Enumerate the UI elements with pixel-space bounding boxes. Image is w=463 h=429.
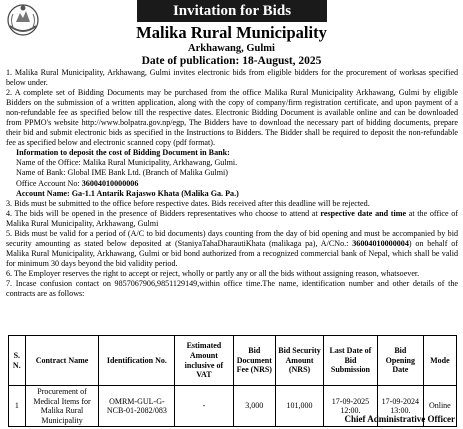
clause-2: 2. A complete set of Bidding Documents may be purchased from the office Malika Rural Municipality Arkhawang, Gulmi by eligible Bidders on the submission of a written application, along with the copy of company/firm registration certificate, and upon payment of a non-refundable fee as specified below till the respective dates. Electronic Bidding Document is available online and can be downloaded from PPMO's website http://www.bolpatra.gov.np/egp, The Bidders have to download the necessary part of bidding documents, prepare their bid and submit electronic bids as specified in the Instructions to Bidders. The Bidder shall be required to deposit the non-refundable fee as specified below and electronic scanned copy (pdf format). bbox=[6, 88, 458, 148]
municipality-title: Malika Rural Municipality bbox=[136, 23, 327, 42]
invitation-banner: Invitation for Bids bbox=[137, 0, 327, 22]
cell-estimated-amount: - bbox=[175, 386, 233, 427]
cell-identification-no: OMRM-GUL-G-NCB-01-2082/083 bbox=[99, 386, 175, 427]
clause-4-emphasis: respective date and time bbox=[320, 208, 407, 218]
clause-1: 1. Malika Rural Municipality, Arkhawang, Gulmi invites electronic bids from eligible bidders for the procurement of worksas specified below under. bbox=[6, 68, 458, 88]
clause-3: 3. Bids must be submitted to the office before respective dates. Bids received after this deadline will be rejected. bbox=[6, 198, 370, 208]
clause-5 bbox=[6, 229, 458, 269]
notice-body bbox=[6, 68, 458, 299]
cell-bid-security: 101,000 bbox=[276, 386, 324, 427]
bank-name: Name of Bank: Global IME Bank Ltd. (Branch of Malika Gulmi) bbox=[16, 168, 228, 178]
publication-date: Date of publication: 18-August, 2025 bbox=[141, 55, 322, 67]
clause-5-text-b: ) on behalf of Malika Rural Municipality, Arkhawang, Gulmi or bid bond authorized from a recognized commercial bank of Nepal, which shall be valid for minimum 30 days beyond the bid validity period. bbox=[6, 238, 458, 268]
office-account bbox=[6, 179, 458, 189]
clause-4 bbox=[6, 209, 458, 229]
signatory: Chief Administrative Officer bbox=[344, 414, 455, 424]
account-name: Account Name: Ga-1.1 Antarik Rajaswo Khata (Malika Ga. Pa.) bbox=[16, 188, 239, 198]
cell-contract-name: Procurement of Medical Items for Malika Rural Municipality bbox=[25, 386, 99, 427]
header-identification-no: Identification No. bbox=[99, 336, 175, 386]
clause-4-text-b: at the office of Malika Rural Municipality, Arkhawang, Gulmi bbox=[6, 208, 459, 228]
municipality-location: Arkhawang, Gulmi bbox=[188, 43, 275, 54]
office-account-label: Office Account No: bbox=[16, 178, 82, 188]
clause-5-account-number: 36004010000004 bbox=[352, 238, 409, 248]
table-header-row bbox=[9, 336, 457, 386]
header-last-date: Last Date of Bid Submission bbox=[323, 336, 377, 386]
cell-opening-date: 17-09-2024 13:00. bbox=[377, 386, 423, 427]
cell-sn: 1 bbox=[9, 386, 26, 427]
bank-office-name: Name of the Office: Malika Rural Municipality, Arkhawang, Gulmi. bbox=[16, 158, 238, 168]
cell-mode: Online bbox=[423, 386, 456, 427]
cell-last-date: 17-09-2025 12:00. bbox=[323, 386, 377, 427]
header-bid-document-fee: Bid Document Fee (NRS) bbox=[233, 336, 276, 386]
header-estimated-amount: Estimated Amount inclusive of VAT bbox=[175, 336, 233, 386]
header-bid-security: Bid Security Amount (NRS) bbox=[276, 336, 324, 386]
header-contract-name: Contract Name bbox=[25, 336, 99, 386]
clause-5-text-a: 5. Bids must be valid for a period of (A/C to bid documents) days counting from the day of bid opening and must be accompanied by bid security amounting as stated below deposited at (StaniyaTahaDharautiKhata (malikaga pa), A/CNo.: bbox=[6, 228, 458, 248]
office-account-number: 36004010000006 bbox=[81, 178, 139, 188]
header-mode: Mode bbox=[423, 336, 456, 386]
bank-info-title: Information to deposit the cost of Bidding Document in Bank: bbox=[16, 148, 230, 158]
clause-6: 6. The Employer reserves the right to accept or reject, wholly or partly any or all the bids without assigning reason, whatsoever. bbox=[6, 268, 420, 278]
cell-bid-document-fee: 3,000 bbox=[233, 386, 276, 427]
header-opening-date: Bid Opening Date bbox=[377, 336, 423, 386]
clause-4-text-a: 4. The bids will be opened in the presence of Bidders representatives who choose to attend at bbox=[6, 208, 321, 218]
header-sn: S. N. bbox=[9, 336, 26, 386]
clause-7: 7. Incase confusion contact on 9857067906,9851129149,within office time.The name, identification number and other details of the contracts are as follows: bbox=[6, 278, 458, 299]
